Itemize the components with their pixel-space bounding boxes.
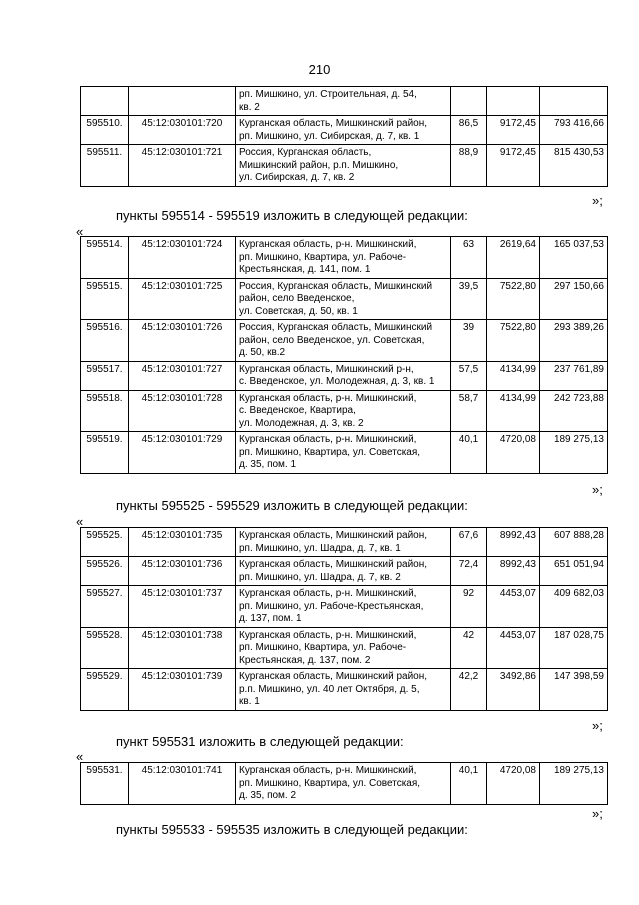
item-number-cell: 595518. (81, 390, 129, 432)
cadastral-value-cell: 189 275,13 (540, 763, 608, 805)
address-cell (236, 361, 451, 390)
address-line: д. 35, пом. 1 (239, 459, 297, 470)
cadastral-number-cell: 45:12:030101:736 (129, 557, 236, 586)
opening-quote-3: « (76, 749, 84, 764)
cadastral-number-cell (129, 87, 236, 116)
cadastral-number-cell: 45:12:030101:741 (129, 763, 236, 805)
item-number-cell: 595527. (81, 586, 129, 628)
address-cell (236, 586, 451, 628)
area-cell: 40,1 (451, 763, 487, 805)
address-line: рп. Мишкино, Квартира, ул. Рабоче- (239, 251, 407, 263)
address-line: Курганская область, р-н. Мишкинский, (239, 765, 417, 776)
address-cell (236, 87, 451, 116)
address-line: д. 50, кв.2 (239, 347, 286, 358)
address-line: ул. Молодежная, д. 3, кв. 2 (239, 417, 364, 429)
cadastral-value-cell: 189 275,13 (540, 432, 608, 474)
cadastral-number-cell: 45:12:030101:737 (129, 586, 236, 628)
address-cell (236, 145, 451, 187)
address-line: Россия, Курганская область, (239, 147, 372, 158)
cadastral-number-cell: 45:12:030101:725 (129, 278, 236, 320)
cadastral-number-cell: 45:12:030101:729 (129, 432, 236, 474)
cadastral-value-cell: 815 430,53 (540, 145, 608, 187)
address-line: ул. Советская, д. 50, кв. 1 (239, 305, 358, 317)
area-cell: 57,5 (451, 361, 487, 390)
address-cell (236, 627, 451, 669)
address-cell (236, 237, 451, 279)
address-line: с. Введенское, Квартира, (239, 405, 356, 416)
cadastral-number-cell: 45:12:030101:727 (129, 361, 236, 390)
instruction-3: пункт 595531 изложить в следующей редакции: (116, 734, 404, 749)
instruction-4: пункты 595533 - 595535 изложить в следующей редакции: (116, 822, 468, 837)
address-line: Крестьянская, д. 137, пом. 2 (239, 654, 371, 666)
address-line: д. 35, пом. 2 (239, 790, 297, 801)
cadastral-number-cell: 45:12:030101:735 (129, 528, 236, 557)
address-cell (236, 278, 451, 320)
cadastral-value-cell: 651 051,94 (540, 557, 608, 586)
rate-cell: 8992,43 (487, 528, 540, 557)
address-cell (236, 669, 451, 711)
area-cell: 86,5 (451, 116, 487, 145)
closing-quote-1: »; (592, 193, 603, 208)
rate-cell: 4134,99 (487, 390, 540, 432)
rate-cell: 9172,45 (487, 116, 540, 145)
cadastral-value-cell: 165 037,53 (540, 237, 608, 279)
address-line: рп. Мишкино, Квартира, ул. Советская, (239, 777, 421, 789)
table-row (81, 669, 608, 711)
table-row (81, 390, 608, 432)
address-cell (236, 432, 451, 474)
address-line: рп. Мишкино, ул. Шадра, д. 7, кв. 1 (239, 542, 401, 554)
area-cell: 92 (451, 586, 487, 628)
rate-cell: 3492,86 (487, 669, 540, 711)
address-line: д. 137, пом. 1 (239, 613, 302, 624)
cadastral-value-cell: 409 682,03 (540, 586, 608, 628)
rate-cell: 4453,07 (487, 586, 540, 628)
rate-cell: 7522,80 (487, 278, 540, 320)
cadastral-number-cell: 45:12:030101:726 (129, 320, 236, 362)
opening-quote-2: « (76, 514, 84, 529)
address-cell (236, 390, 451, 432)
closing-quote-2: »; (592, 482, 603, 497)
item-number-cell: 595529. (81, 669, 129, 711)
area-cell: 88,9 (451, 145, 487, 187)
item-number-cell: 595515. (81, 278, 129, 320)
address-line: рп. Мишкино, ул. Строительная, д. 54, (239, 89, 417, 100)
address-line: Курганская область, Мишкинский район, (239, 118, 428, 129)
cadastral-value-cell: 242 723,88 (540, 390, 608, 432)
cadastral-value-cell: 237 761,89 (540, 361, 608, 390)
table-row (81, 763, 608, 805)
area-cell: 39 (451, 320, 487, 362)
rate-cell: 4720,08 (487, 763, 540, 805)
cadastral-number-cell: 45:12:030101:728 (129, 390, 236, 432)
table-row (81, 627, 608, 669)
address-line: рп. Мишкино, ул. Рабоче-Крестьянская, (239, 600, 424, 612)
address-line: рп. Мишкино, ул. Сибирская, д. 7, кв. 1 (239, 130, 420, 142)
address-line: Крестьянская, д. 141, пом. 1 (239, 264, 371, 275)
table-row (81, 87, 608, 116)
address-line: Россия, Курганская область, Мишкинский (239, 280, 433, 292)
instruction-2: пункты 595525 - 595529 изложить в следующей редакции: (116, 498, 468, 513)
area-cell: 72,4 (451, 557, 487, 586)
area-cell: 42 (451, 627, 487, 669)
item-number-cell: 595510. (81, 116, 129, 145)
address-line: Курганская область, р-н. Мишкинский, (239, 629, 417, 641)
cadastral-value-cell: 607 888,28 (540, 528, 608, 557)
rate-cell: 7522,80 (487, 320, 540, 362)
address-line: Мишкинский район, р.п. Мишкино, (239, 159, 399, 171)
address-line: Курганская область, Мишкинский р-н, (239, 363, 414, 375)
address-line: Курганская область, Мишкинский район, (239, 559, 428, 570)
cadastral-value-cell: 147 398,59 (540, 669, 608, 711)
item-number-cell: 595531. (81, 763, 129, 805)
table-row (81, 432, 608, 474)
table-row (81, 557, 608, 586)
instruction-1: пункты 595514 - 595519 изложить в следующей редакции: (116, 208, 468, 223)
table-row (81, 361, 608, 390)
closing-quote-4: »; (592, 806, 603, 821)
cadastral-value-cell: 187 028,75 (540, 627, 608, 669)
rate-cell (487, 87, 540, 116)
rate-cell: 2619,64 (487, 237, 540, 279)
table-row (81, 116, 608, 145)
address-line: Курганская область, р-н. Мишкинский, (239, 239, 417, 250)
address-line: рп. Мишкино, Квартира, ул. Рабоче- (239, 642, 407, 653)
area-cell: 42,2 (451, 669, 487, 711)
address-line: рп. Мишкино, ул. Шадра, д. 7, кв. 2 (239, 571, 401, 583)
cadastral-number-cell: 45:12:030101:738 (129, 627, 236, 669)
table-row (81, 145, 608, 187)
opening-quote-1: « (76, 224, 84, 239)
address-line: Россия, Курганская область, Мишкинский (239, 322, 433, 333)
address-cell (236, 557, 451, 586)
address-line: Курганская область, Мишкинский район, (239, 530, 428, 541)
address-line: район, село Введенское, ул. Советская, (239, 334, 425, 346)
item-number-cell: 595525. (81, 528, 129, 557)
cadastral-value-cell: 793 416,66 (540, 116, 608, 145)
item-number-cell: 595514. (81, 237, 129, 279)
area-cell: 67,6 (451, 528, 487, 557)
property-table-3 (80, 527, 608, 711)
address-line: Курганская область, р-н. Мишкинский, (239, 434, 417, 445)
address-line: Курганская область, р-н. Мишкинский, (239, 392, 417, 404)
item-number-cell: 595526. (81, 557, 129, 586)
address-line: рп. Мишкино, Квартира, ул. Советская, (239, 446, 421, 458)
area-cell: 63 (451, 237, 487, 279)
table-row (81, 278, 608, 320)
address-line: с. Введенское, ул. Молодежная, д. 3, кв. 1 (239, 376, 435, 387)
cadastral-number-cell: 45:12:030101:739 (129, 669, 236, 711)
cadastral-value-cell: 297 150,66 (540, 278, 608, 320)
rate-cell: 8992,43 (487, 557, 540, 586)
address-line: кв. 1 (239, 696, 260, 707)
area-cell: 58,7 (451, 390, 487, 432)
address-line: кв. 2 (239, 101, 260, 113)
table-row (81, 586, 608, 628)
item-number-cell: 595511. (81, 145, 129, 187)
rate-cell: 4453,07 (487, 627, 540, 669)
closing-quote-3: »; (592, 718, 603, 733)
page-number: 210 (308, 62, 331, 77)
address-cell (236, 320, 451, 362)
address-cell (236, 763, 451, 805)
cadastral-value-cell: 293 389,26 (540, 320, 608, 362)
item-number-cell: 595519. (81, 432, 129, 474)
table-row (81, 528, 608, 557)
cadastral-number-cell: 45:12:030101:724 (129, 237, 236, 279)
area-cell: 40,1 (451, 432, 487, 474)
address-line: р.п. Мишкино, ул. 40 лет Октября, д. 5, (239, 683, 420, 695)
item-number-cell (81, 87, 129, 116)
area-cell (451, 87, 487, 116)
item-number-cell: 595517. (81, 361, 129, 390)
cadastral-number-cell: 45:12:030101:721 (129, 145, 236, 187)
rate-cell: 4134,99 (487, 361, 540, 390)
item-number-cell: 595528. (81, 627, 129, 669)
cadastral-value-cell (540, 87, 608, 116)
address-line: район, село Введенское, (239, 293, 355, 304)
table-row (81, 237, 608, 279)
address-cell (236, 528, 451, 557)
property-table-4 (80, 762, 608, 805)
area-cell: 39,5 (451, 278, 487, 320)
property-table-2 (80, 236, 608, 474)
address-cell (236, 116, 451, 145)
cadastral-number-cell: 45:12:030101:720 (129, 116, 236, 145)
address-line: ул. Сибирская, д. 7, кв. 2 (239, 172, 355, 183)
table-row (81, 320, 608, 362)
rate-cell: 4720,08 (487, 432, 540, 474)
item-number-cell: 595516. (81, 320, 129, 362)
address-line: Курганская область, Мишкинский район, (239, 671, 428, 682)
property-table-1 (80, 86, 608, 187)
address-line: Курганская область, р-н. Мишкинский, (239, 588, 417, 599)
rate-cell: 9172,45 (487, 145, 540, 187)
